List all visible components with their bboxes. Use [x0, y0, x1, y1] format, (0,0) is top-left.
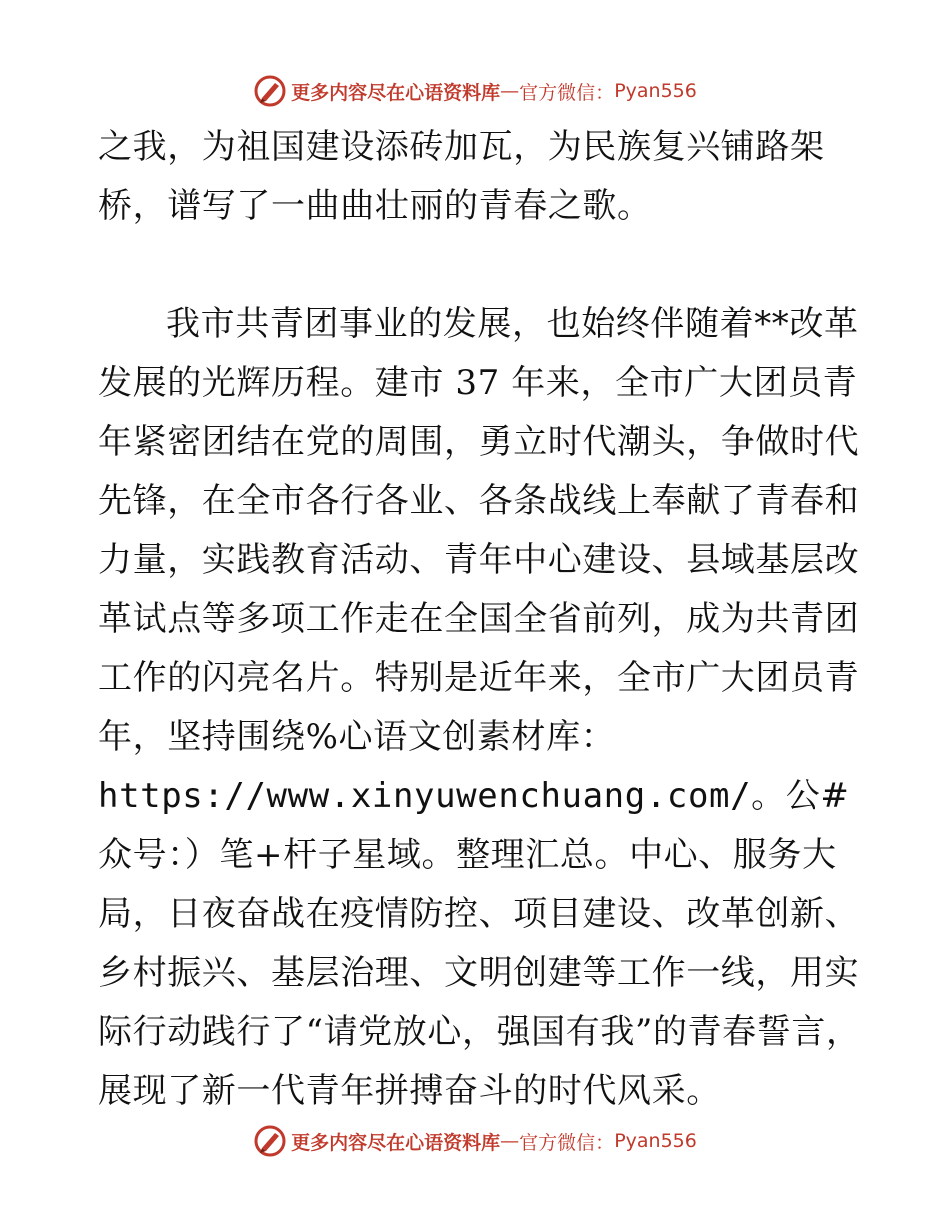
header-wechat-id: Pyan556 [614, 80, 697, 102]
paragraph-2-text-a: 我市共青团事业的发展，也始终伴随着**改革发展的光辉历程。建市 37 年来，全市广大团员青年紧密团结在党的周围，勇立时代潮头，争做时代先锋，在全市各行各业、各条战线上奉献了青春和力量，实践教育活动、青年中心建设、县域基层改革试点等多项工作走在全国全省前列，成为共青团工作的闪亮名片。特别是近年来，全市广大团员青年，坚持围绕%心语文创素材库： [98, 304, 860, 757]
pen-logo-icon [253, 74, 287, 108]
footer-site-name: 更多内容尽在心语资料库 [291, 1131, 501, 1154]
footer-wechat-label: 官方微信： [519, 1131, 615, 1154]
footer-watermark [0, 1121, 950, 1161]
paragraph-2 [98, 295, 868, 1121]
paragraph-2-url: https://www.xinyuwenchuang.com/ [98, 776, 752, 816]
header-dash: — [500, 80, 520, 102]
header-wechat-label: 官方微信： [519, 81, 615, 104]
header-site-name: 更多内容尽在心语资料库 [291, 81, 501, 104]
footer-dash: — [500, 1130, 520, 1152]
header-watermark [0, 71, 950, 111]
pen-logo-icon [253, 1124, 287, 1158]
document-body [98, 118, 868, 1121]
paragraph-2-text-b: 。公#众号：）笔+杆子星域。整理汇总。中心、服务大局，日夜奋战在疫情防控、项目建设、改革创新、乡村振兴、基层治理、文明创建等工作一线，用实际行动践行了“请党放心，强国有我”的青春誓言，展现了新一代青年拼搏奋斗的时代风采。 [98, 776, 861, 1111]
paragraph-1: 之我，为祖国建设添砖加瓦，为民族复兴铺路架桥，谱写了一曲曲壮丽的青春之歌。 [98, 127, 825, 226]
footer-wechat-id: Pyan556 [614, 1130, 697, 1152]
